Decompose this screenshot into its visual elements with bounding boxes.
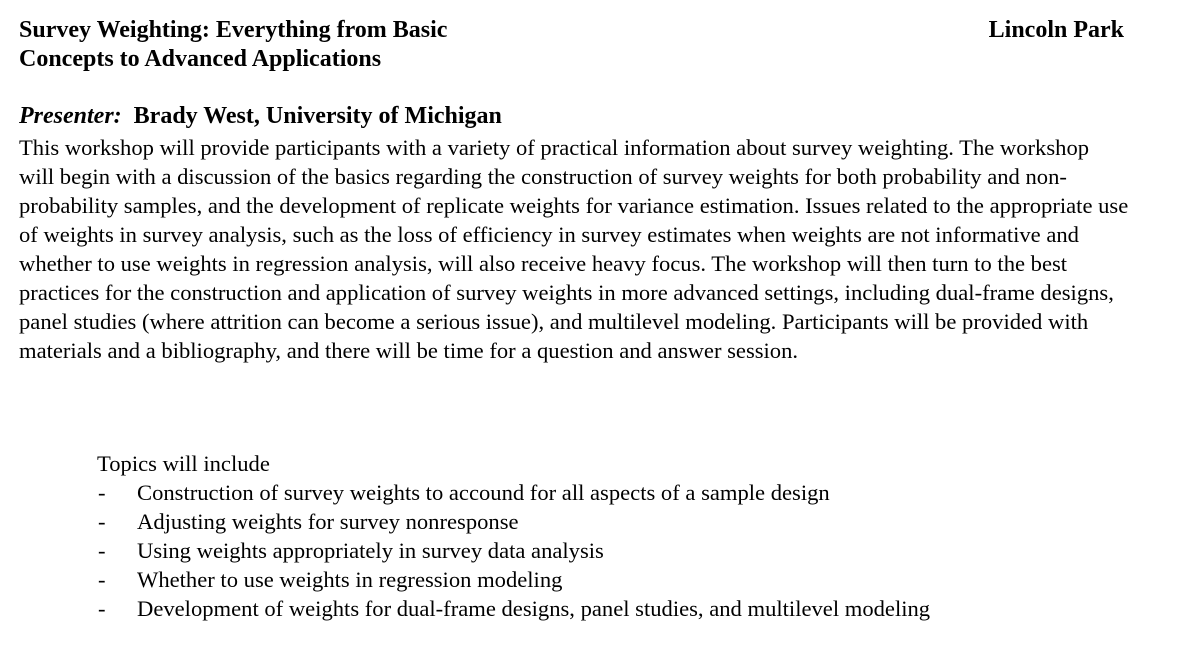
session-title-line-2: Concepts to Advanced Applications: [19, 46, 382, 72]
session-title-line-1: Survey Weighting: Everything from Basic: [19, 17, 448, 43]
list-bullet: -: [98, 567, 106, 592]
session-title: [19, 16, 659, 74]
session-header: [19, 16, 1124, 80]
list-item-text: Adjusting weights for survey nonresponse: [137, 509, 519, 534]
list-item: [97, 565, 1147, 594]
topics-heading: Topics will include: [97, 451, 270, 476]
list-bullet: -: [98, 509, 106, 534]
topics-section: [97, 449, 1147, 623]
list-item-text: Using weights appropriately in survey data analysis: [137, 538, 604, 563]
presenter-name: Brady West, University of Michigan: [133, 103, 502, 129]
list-item-text: Development of weights for dual-frame designs, panel studies, and multilevel modeling: [137, 596, 931, 621]
list-item: [97, 507, 1147, 536]
list-item-text: Construction of survey weights to accound for all aspects of a sample design: [137, 480, 830, 505]
presenter-line: [19, 102, 502, 131]
list-bullet: -: [98, 538, 106, 563]
list-item: [97, 594, 1147, 623]
list-item: [97, 478, 1147, 507]
presenter-label: Presenter:: [19, 103, 122, 129]
topics-list: [97, 478, 1147, 623]
list-bullet: -: [98, 596, 106, 621]
session-location: Lincoln Park: [988, 17, 1124, 43]
workshop-description: This workshop will provide participants with a variety of practical information about survey weighting. The workshop will begin with a discussion of the basics regarding the construction of survey weights for both probability and non-probability samples, and the development of replicate weights for variance estimation. Issues related to the appropriate use of weights in survey analysis, such as the loss of efficiency in survey estimates when weights are not informative and whether to use weights in regression analysis, will also receive heavy focus. The workshop will then turn to the best practices for the construction and application of survey weights in more advanced settings, including dual-frame designs, panel studies (where attrition can become a serious issue), and multilevel modeling. Participants will be provided with materials and a bibliography, and there will be time for a question and answer session.: [19, 135, 1129, 363]
list-item: [97, 536, 1147, 565]
list-item-text: Whether to use weights in regression modeling: [137, 567, 563, 592]
list-bullet: -: [98, 480, 106, 505]
